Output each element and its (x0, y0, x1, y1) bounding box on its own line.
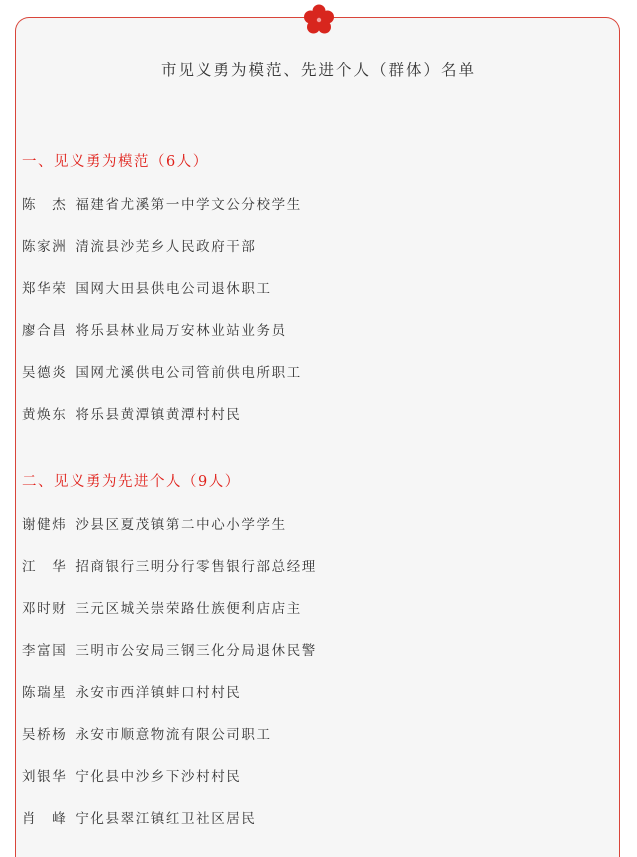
red-flower-icon (302, 3, 336, 37)
list-item (22, 765, 241, 785)
page-title: 市见义勇为模范、先进个人（群体）名单 (160, 61, 476, 79)
person-desc: 国网尤溪供电公司管前供电所职工 (75, 365, 302, 381)
person-name: 陈家洲 (22, 239, 68, 255)
person-name: 郑华荣 (22, 281, 68, 297)
list-item (22, 597, 302, 617)
list-item (22, 639, 317, 659)
person-name: 黄焕东 (22, 407, 68, 423)
list-item (22, 555, 317, 575)
section-heading-models: 一、见义勇为模范（6人） (22, 154, 209, 170)
person-desc: 三明市公安局三钢三化分局退休民警 (75, 643, 317, 659)
list-item (22, 403, 241, 423)
section-heading-advanced: 二、见义勇为先进个人（9人） (22, 474, 241, 490)
person-desc: 清流县沙芜乡人民政府干部 (75, 239, 257, 255)
person-desc: 将乐县林业局万安林业站业务员 (75, 323, 287, 339)
person-desc: 将乐县黄潭镇黄潭村村民 (75, 407, 242, 423)
person-desc: 永安市顺意物流有限公司职工 (75, 727, 272, 743)
person-name: 李富国 (22, 643, 68, 659)
person-name: 吴德炎 (22, 365, 68, 381)
person-name: 刘银华 (22, 769, 68, 785)
person-name: 廖合昌 (22, 323, 68, 339)
person-name: 吴桥杨 (22, 727, 68, 743)
person-desc: 三元区城关崇荣路仕族便利店店主 (75, 601, 302, 617)
list-item (22, 319, 287, 339)
list-item (22, 513, 287, 533)
person-desc: 福建省尤溪第一中学文公分校学生 (75, 197, 302, 213)
list-item (22, 361, 302, 381)
person-desc: 宁化县翠江镇红卫社区居民 (75, 811, 257, 827)
list-item (22, 807, 257, 827)
person-name: 邓时财 (22, 601, 68, 617)
person-name: 江 华 (22, 559, 68, 575)
person-desc: 宁化县中沙乡下沙村村民 (75, 769, 242, 785)
person-name: 肖 峰 (22, 811, 68, 827)
person-desc: 永安市西洋镇蚌口村村民 (75, 685, 242, 701)
list-item (22, 681, 241, 701)
person-desc: 招商银行三明分行零售银行部总经理 (75, 559, 317, 575)
person-name: 陈 杰 (22, 197, 68, 213)
person-desc: 国网大田县供电公司退休职工 (75, 281, 272, 297)
person-name: 陈瑞星 (22, 685, 68, 701)
person-name: 谢健炜 (22, 517, 68, 533)
list-item (22, 277, 272, 297)
list-item (22, 723, 272, 743)
list-item (22, 193, 302, 213)
list-item (22, 235, 257, 255)
person-desc: 沙县区夏茂镇第二中心小学学生 (75, 517, 287, 533)
